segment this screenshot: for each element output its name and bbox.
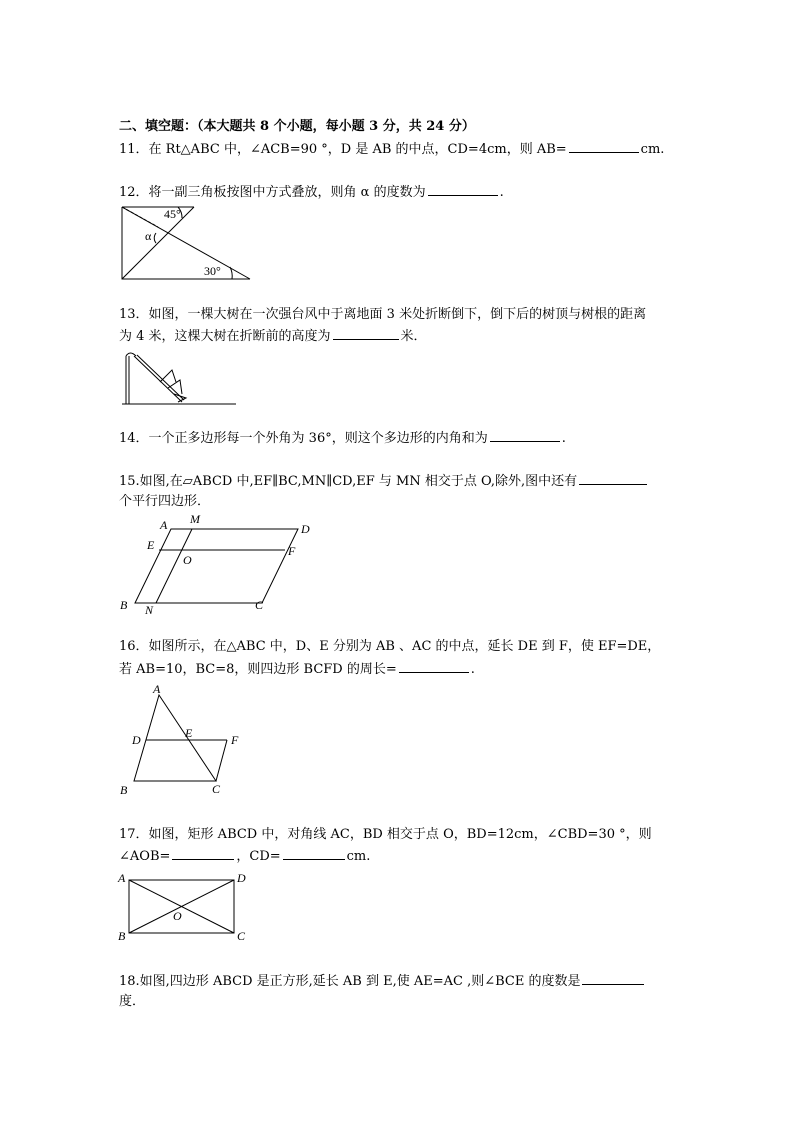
- question-17-line1: 17．如图，矩形 ABCD 中，对角线 AC，BD 相交于点 O，BD=12cm，∠CBD=30 °，则: [119, 827, 652, 842]
- angle-alpha-arc: [154, 233, 156, 243]
- fallen-trunk-2: [137, 355, 184, 400]
- dashed-edge: [122, 207, 158, 227]
- figure-parallelogram-abcd: [116, 512, 326, 617]
- label-f: F: [231, 733, 239, 747]
- question-18-text: 18.如图,四边形 ABCD 是正方形,延长 AB 到 E,使 AE=AC ,则∠BCE 的度数是: [119, 974, 581, 989]
- label-c: C: [237, 929, 246, 943]
- answer-blank[interactable]: [333, 327, 399, 340]
- label-e: E: [185, 726, 193, 740]
- question-14: [119, 429, 566, 448]
- question-17-text: ∠AOB=: [119, 849, 171, 864]
- answer-blank[interactable]: [490, 429, 560, 442]
- label-b: B: [118, 929, 126, 943]
- answer-blank[interactable]: [579, 472, 647, 485]
- segment-fc: [216, 740, 227, 781]
- label-o: O: [183, 553, 192, 567]
- question-13-unit: 米．: [400, 329, 427, 344]
- question-11-text: 11．在 Rt△ABC 中，∠ACB=90 °，D 是 AB 的中点，CD=4cm，则 AB=: [119, 142, 567, 157]
- label-c: C: [212, 782, 221, 796]
- label-c: C: [255, 598, 264, 612]
- question-13: [119, 327, 427, 346]
- label-b: B: [120, 598, 128, 612]
- label-o: O: [173, 909, 182, 923]
- question-17-mid: ，CD=: [236, 849, 281, 864]
- question-18: [119, 972, 646, 991]
- figure-set-squares: [118, 203, 258, 283]
- label-a: A: [118, 871, 126, 885]
- label-n: N: [145, 603, 154, 617]
- parallelogram: [135, 529, 298, 603]
- question-15: [119, 472, 649, 491]
- question-13-line1: 13．如图，一棵大树在一次强台风中于离地面 3 米处折断倒下，倒下后的树顶与树根的距离: [119, 307, 647, 322]
- triangle-abc: [134, 695, 216, 781]
- label-30: 30°: [204, 264, 221, 278]
- question-14-end: .: [561, 431, 566, 446]
- question-16-end: .: [470, 662, 475, 677]
- question-12: [119, 183, 504, 202]
- label-d: D: [132, 733, 141, 747]
- figure-rectangle-abcd: [116, 868, 256, 946]
- label-e: E: [147, 538, 155, 552]
- label-alpha: α: [145, 229, 152, 243]
- tree-branches: [160, 370, 186, 402]
- question-14-text: 14．一个正多边形每一个外角为 36°，则这个多边形的内角和为: [119, 431, 488, 446]
- section-heading: 二、填空题：（本大题共 8 个小题，每小题 3 分，共 24 分）: [119, 119, 475, 134]
- answer-blank[interactable]: [283, 847, 345, 860]
- label-a: A: [153, 682, 161, 696]
- answer-blank[interactable]: [582, 972, 644, 985]
- question-11-unit: cm.: [640, 142, 665, 157]
- triangle-45-hypotenuse: [122, 207, 194, 279]
- tree-break-curve: [126, 353, 136, 356]
- question-18-line2: 度．: [119, 994, 146, 1009]
- question-12-text: 12．将一副三角板按图中方式叠放，则角 α 的度数为: [119, 185, 426, 200]
- label-m: M: [190, 512, 200, 526]
- label-a: A: [160, 518, 168, 532]
- question-12-end: .: [499, 185, 504, 200]
- label-f: F: [288, 544, 296, 558]
- question-11: [119, 140, 664, 159]
- question-17-unit: cm.: [346, 849, 371, 864]
- answer-blank[interactable]: [172, 847, 234, 860]
- answer-blank[interactable]: [428, 183, 498, 196]
- question-16-text: 若 AB=10，BC=8，则四边形 BCFD 的周长=: [119, 662, 397, 677]
- question-17: [119, 847, 370, 866]
- figure-broken-tree: [120, 348, 240, 408]
- question-15-line2: 个平行四边形．: [119, 494, 211, 509]
- label-b: B: [120, 783, 128, 797]
- question-16: [119, 660, 475, 679]
- label-d: D: [301, 522, 310, 536]
- question-16-line1: 16．如图所示，在△ABC 中，D、E 分别为 AB 、AC 的中点，延长 DE 到 F，使 EF=DE，: [119, 639, 661, 654]
- label-45: 45°: [164, 207, 181, 221]
- label-d: D: [237, 871, 246, 885]
- question-15-text: 15.如图,在▱ABCD 中,EF∥BC,MN∥CD,EF 与 MN 相交于点 O,除外,图中还有: [119, 474, 578, 489]
- question-13-text: 为 4 米，这棵大树在折断前的高度为: [119, 329, 331, 344]
- answer-blank[interactable]: [569, 140, 639, 153]
- figure-triangle-abc: [116, 683, 256, 799]
- answer-blank[interactable]: [399, 660, 469, 673]
